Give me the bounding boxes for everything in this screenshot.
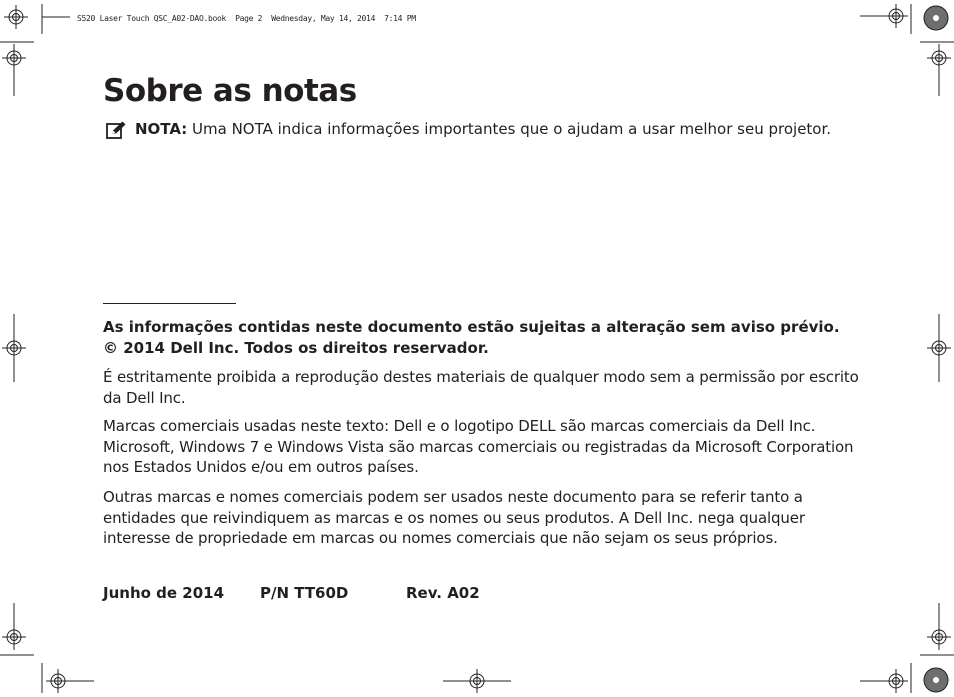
registration-target-left-middle — [2, 314, 26, 382]
notice-line-copyright: © 2014 Dell Inc. Todos os direitos reservador. — [103, 339, 489, 357]
registration-target-bottom-center — [443, 669, 511, 693]
notice-line-change: As informações contidas neste documento estão sujeitas a alteração sem aviso prévio. — [103, 318, 840, 336]
footer-date: Junho de 2014 — [103, 584, 225, 602]
registration-target-bottom-left — [46, 669, 94, 693]
registration-target-bottom-right — [860, 669, 908, 693]
registration-target-left-lower — [2, 603, 26, 650]
note-body: Uma NOTA indica informações importantes que o ajudam a usar melhor seu projetor. — [187, 120, 832, 138]
book-slug-line: S520 Laser Touch QSC_A02-DAO.book Page 2 Wednesday, May 14, 2014 7:14 PM — [77, 14, 416, 23]
legal-notice — [103, 317, 863, 359]
registration-target-right-upper — [927, 44, 951, 96]
footer-part-number: P/N TT60D — [260, 584, 349, 602]
registration-target-right-lower — [927, 603, 951, 650]
registration-target-top-left — [4, 5, 28, 29]
paragraph-trademarks: Marcas comerciais usadas neste texto: Dell e o logotipo DELL são marcas comerciais da Dell Inc. Microsoft, Windows 7 e Windows Vista são marcas comerciais ou registradas da Microsoft Corporation nos Estados Unidos e/ou em outros países. — [103, 417, 854, 476]
paragraph-reproduction: É estritamente proibida a reprodução destes materiais de qualquer modo sem a permissão por escrito da Dell Inc. — [103, 368, 859, 407]
paragraph-other-marks: Outras marcas e nomes comerciais podem ser usados neste documento para se referir tanto a entidades que reivindiquem as marcas e os nomes ou seus produtos. A Dell Inc. nega qualquer interesse de propriedade em marcas ou nomes comerciais que não sejam os seus próprios. — [103, 488, 805, 547]
registration-target-right-middle — [927, 314, 951, 382]
starburst-mark-bottom-right — [924, 668, 948, 692]
page-title: Sobre as notas — [103, 73, 357, 109]
note-pencil-icon — [106, 121, 126, 139]
registration-target-left-upper — [2, 44, 26, 96]
registration-target-top-right — [860, 4, 908, 28]
divider-rule — [103, 303, 236, 304]
note-text — [135, 119, 835, 140]
note-label: NOTA: — [135, 120, 188, 138]
footer-revision: Rev. A02 — [406, 584, 480, 602]
starburst-mark-top-right — [924, 6, 948, 30]
